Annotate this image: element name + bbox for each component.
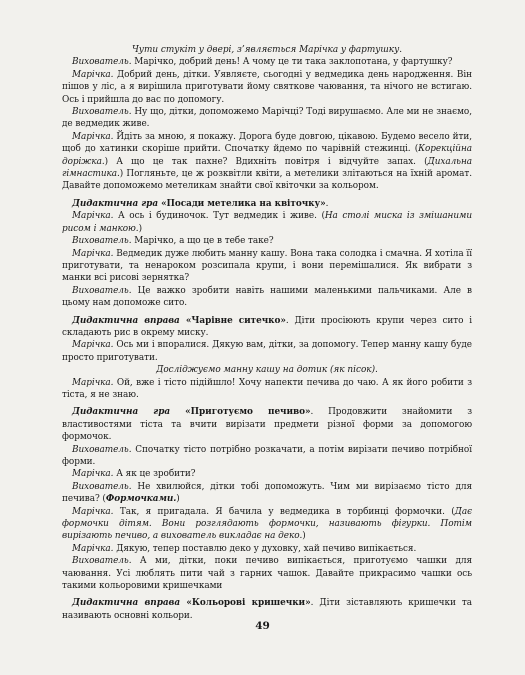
paragraph [62, 69, 472, 106]
speaker-name: Марічка. [72, 506, 114, 517]
text-run: Марічко, а що це в тебе таке? [131, 236, 274, 247]
text-run: ) [138, 223, 142, 234]
text-run: На столі миска із змішаними рисом і манкою. [62, 211, 472, 234]
speaker-name: Марічка. [72, 469, 114, 480]
paragraph [62, 56, 472, 68]
speaker-name: Вихователь. [72, 236, 132, 247]
paragraph [62, 506, 472, 543]
activity-title: Дидактична гра [72, 198, 162, 209]
paragraph [62, 131, 472, 193]
page-content [62, 44, 472, 622]
paragraph [62, 210, 472, 235]
paragraph [62, 481, 472, 506]
activity-title: Дидактична гра [72, 407, 186, 418]
paragraph [62, 444, 472, 469]
text-run: ) А що це так пахне? Вдихніть повітря і відчуйте запах. ( [104, 156, 428, 167]
text-run: . Діти зіставляють кришечки та називають основні кольори. [62, 598, 472, 621]
text-run: Не хвилюйся, дітки тобі допоможуть. Чим ми вирізаємо тісто для печива? ( [62, 481, 472, 505]
text-run: Добрий день, дітки. Уявляєте, сьогодні у ведмедика день народження. Він пішов у ліс, а я вирішила приготувати йому святкове чаювання, та нічого не встигаю. Ось і прийшла до вас по допомогу. [62, 69, 472, 105]
speaker-name: Вихователь. [72, 444, 132, 455]
activity-title: «Чарівне ситечко» [185, 315, 286, 326]
activity-title: «Приготуємо печиво» [185, 407, 311, 418]
paragraph [62, 597, 472, 622]
paragraph [62, 339, 472, 364]
speaker-name: Вихователь. [72, 481, 132, 492]
activity-title: «Посади метелика на квіточку» [161, 198, 326, 209]
text-run: Це важко зробити навіть нашими маленькими пальчиками. Але в цьому нам допоможе сито. [62, 285, 472, 309]
text-run: Дякую, тепер поставлю деко у духовку, хай печиво випікається. [113, 543, 417, 554]
text-run: . Діти просіюють крупи через сито і складають рис в окрему миску. [62, 315, 472, 338]
activity-title: Дидактична вправа [72, 315, 186, 326]
text-run: Ну що, дітки, допоможемо Марічці? Тоді вирушаємо. Але ми не знаємо, де ведмедик живе. [62, 107, 472, 130]
paragraph [62, 106, 472, 131]
stage-direction [62, 364, 472, 376]
text-run: Чути стукіт у двері, з’являється Марічка у фартушку. [131, 45, 403, 55]
activity-title: Формочками. [105, 494, 177, 505]
text-run: Так, я пригадала. Я бачила у ведмедика в торбинці формочки. ( [113, 506, 455, 517]
text-run: Корекційна доріжка. [62, 144, 472, 167]
speaker-name: Вихователь. [72, 57, 132, 68]
text-run: А ми, дітки, поки печиво випікається, приготуємо чашки для чаювання. Усі люблять пити чай з гарних чашок. Давайте прикрасимо чашки ось такими кольоровими кришечками [62, 556, 472, 592]
paragraph [62, 377, 472, 402]
paragraph [62, 315, 472, 340]
activity-title: «Кольорові кришечки» [186, 598, 311, 609]
speaker-name: Вихователь. [72, 107, 132, 118]
speaker-name: Марічка. [72, 248, 114, 259]
speaker-name: Марічка. [72, 131, 114, 142]
paragraph [62, 198, 472, 210]
paragraph [62, 285, 472, 310]
page-number: 49 [255, 620, 270, 632]
paragraph [62, 406, 472, 443]
speaker-name: Марічка. [72, 543, 114, 554]
text-run: Марічко, добрий день! А чому це ти така заклопотана, у фартушку? [131, 57, 453, 68]
speaker-name: Марічка. [72, 211, 114, 222]
text-run: ) [302, 531, 306, 542]
speaker-name: Марічка. [72, 377, 114, 388]
text-run: Йдіть за мною, я покажу. Дорога буде довгою, цікавою. Будемо весело йти, щоб до хатинки скоріше прийти. Спочатку йдемо по чарівній стежинці. ( [62, 131, 472, 155]
text-run: Дає формочки дітям. Вони розглядають формочки, називають фігурки. Потім вирізають печиво, а вихователь викладає на деко. [62, 506, 472, 542]
text-run: Ведмедик дуже любить манну кашу. Вона така солодка і смачна. Я хотіла її приготувати, та ненароком розсипала крупи, і вони перемішалися. Як вибрати з манки всі рисові зернятка? [62, 248, 472, 284]
activity-title: Дидактична вправа [72, 598, 187, 609]
text-run: Досліджуємо манну кашу на дотик (як пісок). [156, 365, 378, 376]
paragraph [62, 248, 472, 285]
text-run: Ось ми і впоралися. Дякую вам, дітки, за допомогу. Тепер манну кашу буде просто приготувати. [62, 340, 472, 363]
text-run: ) [176, 494, 180, 505]
paragraph [62, 543, 472, 555]
text-run: Спочатку тісто потрібно розкачати, а потім вирізати печиво потрібної форми. [62, 444, 472, 467]
paragraph [62, 555, 472, 592]
text-run: А як це зробити? [113, 469, 196, 480]
paragraph [62, 468, 472, 480]
text-run: . [325, 198, 329, 209]
speaker-name: Вихователь. [72, 285, 132, 296]
text-run: . Продовжити знайомити з властивостями тіста та вчити вирізати предмети різної форми за допомогою формочок. [62, 407, 473, 443]
text-run: ) Погляньте, це ж розквітли квіти, а метелики злітаються на їхній аромат. Давайте допоможемо метеликам знайти свої квіточки за кольором. [62, 169, 472, 192]
speaker-name: Марічка. [72, 69, 114, 80]
text-run: Ой, вже і тісто підійшло! Хочу напекти печива до чаю. А як його робити з тіста, я не знаю. [62, 377, 472, 400]
paragraph [62, 235, 472, 247]
speaker-name: Марічка. [72, 340, 114, 351]
text-run: А ось і будиночок. Тут ведмедик і живе. ( [113, 211, 325, 222]
speaker-name: Вихователь. [72, 556, 132, 567]
stage-direction [62, 44, 472, 56]
text-run: Дихальна гімнастика. [62, 156, 472, 180]
